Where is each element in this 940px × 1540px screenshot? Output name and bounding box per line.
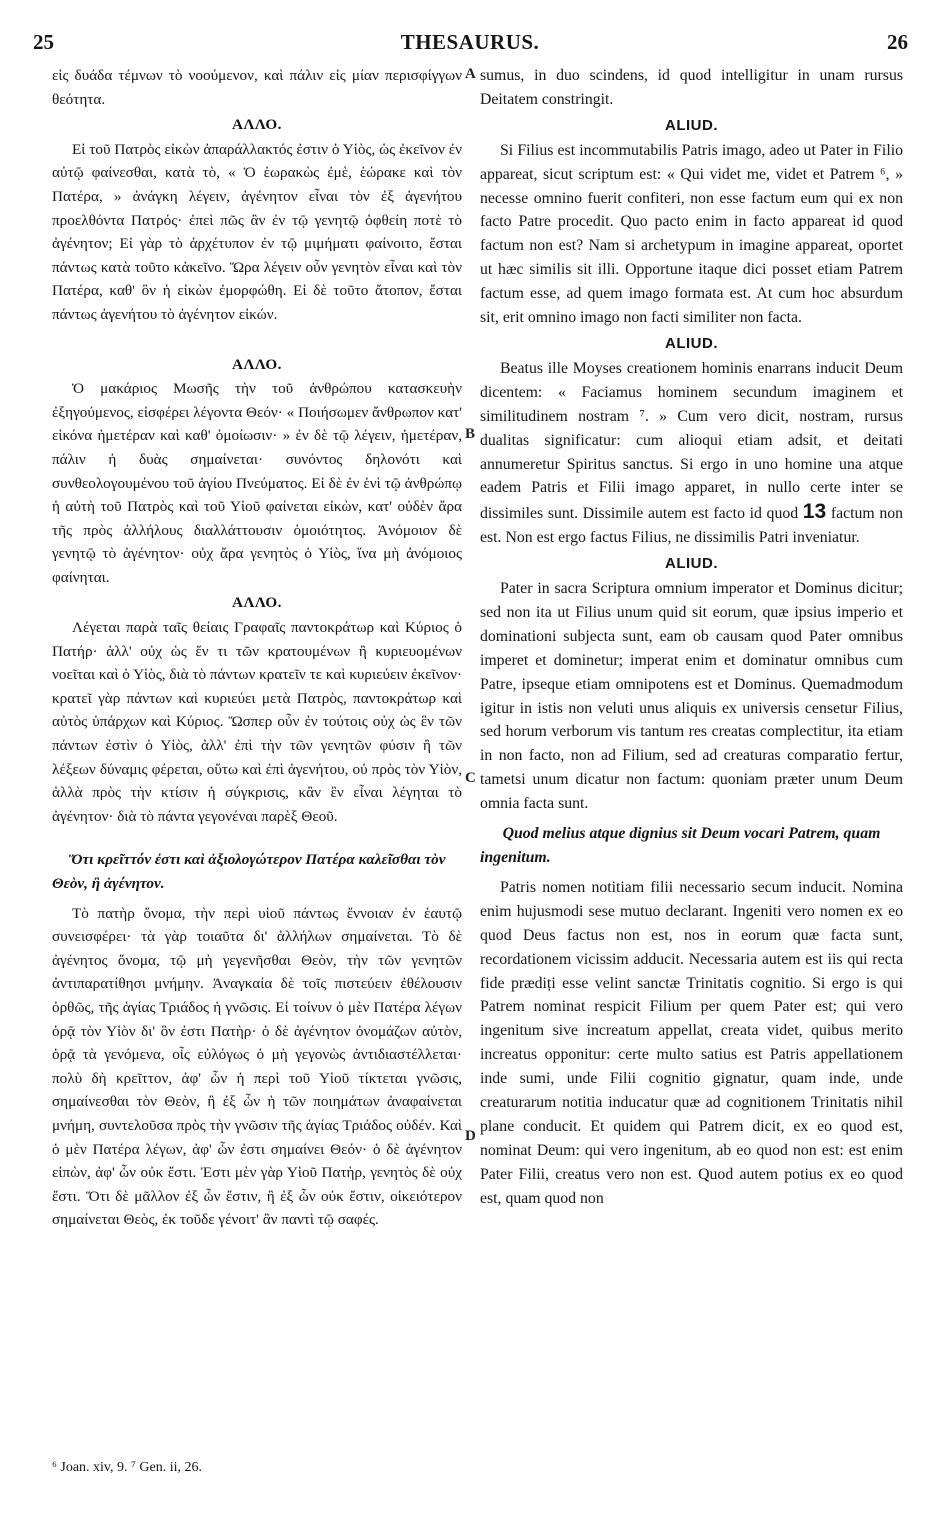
margin-letter: B (465, 426, 476, 442)
latin-column (480, 64, 903, 1211)
greek-paragraph: Λέγεται παρὰ ταῖς θείαις Γραφαῖς παντοκράτωρ καὶ Κύριος ὁ Πατήρ· ἀλλ' οὐχ ὡς ἕν τι τῶν κρατουμένων ἢ κυριευομένων νοεῖται καὶ ὁ Υἱὸς, διὰ τὸ πάντων κρατεῖν τε καὶ κυριεύειν ἐκεῖνον· κρατεῖ γὰρ πάντων καὶ κυριεύει μετὰ Πατρὸς, παντοκράτωρ καὶ αὐτὸς ὑπάρχων καὶ Κύριος. Ὥσπερ οὖν ἐν τούτοις οὐχ ὡς ἓν τῶν πάντων ἐστὶν ὁ Υἱὸς, ἀλλ' ἐπὶ τὴν τῶν γενητῶν φύσιν ἢ τῶν λέξεων δύναμις φέρεται, οὕτω καὶ ἐπὶ ἀγενήτου, οὐ πρὸς τὸν Υἱὸν, ἀλλὰ πρὸς τὴν κτίσιν ἡ σύγκρισις, κἂν ἓν εἶναι λέγηται τὸ ἀγένητον· διὰ τὸ πάντα γεγονέναι παρὲξ Θεοῦ. (52, 619, 462, 825)
section-heading: ΑΛΛΟ. (232, 594, 282, 612)
page-header (30, 30, 910, 64)
latin-paragraph: Si Filius est incommutabilis Patris imago, adeo ut Pater in Filio appareat, sicut scriptum est: « Qui videt me, videt et Patrem ⁶, » necesse omnino fuerit confiteri, non esse factum eum qui ex non facto Patre procedit. Quo pacto enim in facto appareat id quod factum non est? Nam si archetypum in imagine appareat, oportet ut hæc similis sit illi. Opportune itaque dici posset etiam Patrem factum esse, ad quem imago formata est. At cum hoc absurdum sit, erit omnino imago non facti similiter non facta. (480, 141, 903, 327)
greek-paragraph: Εἰ τοῦ Πατρὸς εἰκὼν ἀπαράλλακτός ἐστιν ὁ Υἱὸς, ὡς ἐκεῖνον ἐν αὐτῷ φαίνεσθαι, κατὰ τὸ, « Ὁ ἑωρακὼς ἐμὲ, ἑώρακε καὶ τὸν Πατέρα, » ἀνάγκη λέγειν, ἀγένητον εἶναι τὸν ἐξ ἀγενήτου προελθόντα Πατρός· ἐπεὶ πῶς ἂν ἐν τῷ γενητῷ ὀφθείη ποτὲ τὸ ἀγένητον; Εἰ γὰρ τὸ ἀρχέτυπον ἐν τῷ μιμήματι φαίνοιτο, ἔσται πάντως κατὰ τοῦτο κἀκεῖνο. Ὥρα λέγειν οὖν γενητὸν εἶναι καὶ τὸν Πατέρα, καθ' ὃν ἡ εἰκὼν ἐμορφώθη. Εἰ δὲ τοῦτο ἄτοπον, ἔσται πάντως ἀγενήτου τὸ ἀγένητον εἰκών. (52, 140, 462, 323)
margin-letter: C (465, 770, 476, 786)
greek-paragraph: Ὁ μακάριος Μωσῆς τὴν τοῦ ἀνθρώπου κατασκευὴν ἐξηγούμενος, εἰσφέρει λέγοντα Θεόν· « Ποιήσωμεν ἄνθρωπον κατ' εἰκόνα ἡμετέραν καὶ καθ' ὁμοίωσιν· » ἐν δὲ τῷ λέγειν, ἡμετέραν, πάλιν ἡ δυὰς σημαίνεται· συνόντος δηλονότι καὶ συνθεολογουμένου τοῦ ἁγίου Πνεύματος. Εἰ δὲ ἐν ἑνὶ τῷ ἀνθρώπῳ ἡ αὐτὴ τοῦ Πατρὸς καὶ τοῦ Υἱοῦ φαίνεται εἰκὼν, κατ' οὐδὲν ἄρα τῆς πρὸς ἀλλήλους διαλλάττουσιν ὁμοιότητος. Ἀνόμοιον δὲ γενητῷ τὸ ἀγένητον· οὐχ ἄρα γενητὸς ὁ Υἱὸς, ἵνα μὴ ἀνόμοιος φαίνηται. (52, 380, 462, 586)
latin-paragraph: Pater in sacra Scriptura omnium imperator et Dominus dicitur; sed non ita ut Filius unum quid sit eorum, quæ ipsius imperio et dominationi subjecta sunt, eam ob causam quod Pater omnibus imperet et dominetur; imperat enim et dominatur omnibus cum Patre, ipseque etiam omnipotens est et Dominus. Quemadmodum igitur in istis non veluti unus aliquis ex universis censetur Filius, sed horum verborum vis tantum res creatas complectitur, ita etiam in non facto, non ad Filium, sed ad creaturas comparatio fertur, tametsi unum dicatur non factum: quoniam præter unum Deum omnia facta sunt. (480, 580, 903, 813)
latin-paragraph: sumus, in duo scindens, id quod intelligitur in unam rursus Deitatem constringit. (480, 67, 903, 108)
page-number-left: 25 (33, 30, 54, 54)
chapter-title: Ὅτι κρεῖττόν ἐστι καὶ ἀξιολογώτερον Πατέρα καλεῖσθαι τὸν Θεὸν, ἢ ἀγένητον. (52, 851, 446, 892)
latin-text: Beatus ille Moyses creationem hominis enarrans inducit Deum dicentem: « Faciamus hominem secundum imaginem et similitudinem nostram ⁷. » Cum vero dicit, nostram, rursus dualitas significatur: cum alioqui etiam adsit, et deitati annumeretur Spiritus sanctus. Si ergo in uno homine una atque eadem Patris et Filii imago apparet, in nullo certe inter se dissimiles sunt. Dissimile autem est facto id quod (480, 359, 903, 523)
greek-paragraph: Τὸ πατὴρ ὄνομα, τὴν περὶ υἱοῦ πάντως ἔννοιαν ἐν ἑαυτῷ συνεισφέρει· τὰ γὰρ τοιαῦτα δι' ἀλλήλων σημαίνεται. Τὸ δὲ ἀγένητος ὄνομα, τῷ μὴ γεγενῆσθαι Θεὸν, τὴν τῶν γενητῶν ἀντιπαρατίθησι μνήμην. Ἀναγκαία δὲ τοῖς πιστεύειν ἐθέλουσιν ὀρθῶς, τῆς ἁγίας Τριάδος ἡ γνῶσις. Εἰ τοίνυν ὁ μὲν Πατέρα λέγων ὁρᾷ τὸν Υἱὸν δι' ὃν ἐστι Πατὴρ· ὁ δὲ ἀγένητον ὀνομάζων αὐτὸν, ὁρᾷ τὰ γενόμενα, οἷς εὐλόγως ὁ μὴ γεγονὼς ἀντιδιαστέλλεται· πολὺ δὴ κρεῖττον, ἀφ' ὧν ἡ περὶ τοῦ Υἱοῦ τίκτεται γνῶσις, σημαίνεσθαι τὸν Θεὸν, ἢ ἐξ ὧν ἡ τῶν ποιημάτων ἀναφαίνεται μνήμη, συντελοῦσα πρὸς τὴν γνῶσιν τῆς ἁγίας Τριάδος οὐδέν. Καὶ ὁ μὲν Πατέρα λέγων, ἀφ' ὧν ἐστι σημαίνει Θεόν· ὁ δὲ ἀγένητον εἰπὼν, ἀφ' ὧν οὐκ ἔστι. Ἐστι μὲν γὰρ Υἱοῦ Πατὴρ, γενητὸς δὲ οὐχ ἔστι. Ὅτι δὲ μᾶλλον ἐξ ὧν ἔστιν, ἢ ἐξ ὧν οὐκ ἔστιν, οἰκειότερον σημαίνεται Θεὸς, ἐκ τοῦδε γένοιτ' ἂν παντὶ τῷ σαφές. (52, 904, 462, 1229)
margin-letter: A (465, 66, 476, 82)
greek-paragraph: εἰς δυάδα τέμνων τὸ νοούμενον, καὶ πάλιν εἰς μίαν περισφίγγων θεότητα. (52, 67, 462, 108)
page-number-right: 26 (887, 30, 908, 54)
section-heading: ΑΛΛΟ. (232, 116, 282, 134)
latin-paragraph: Patris nomen notitiam filii necessario secum inducit. Nomina enim hujusmodi sese mutuo declarant. Ingeniti vero nomen ex eo quod Deus factus non est, nos in eorum quæ facta sunt, recordationem vicissim adducit. Necessaria autem est iis qui recta fide prædiți esse velint sanctæ Trinitatis cognitio. Si ergo is qui Patrem nominat respicit Filium per quem Pater est; qui vero ingenitum sive increatum appellat, creata videt, quibus merito increatus opponitur: certe multo satius est Patris appellationem inde sumi, unde Filii cognitio gignatur, quam inde, unde creaturarum notitia inducatur quæ ad cognitionem Trinitatis nihil plane conducit. Et quidem qui Patrem dicit, ex eo quod est, nominat Deum: qui vero ingenitum, ab eo quod non est: est enim Pater Filii, creatus vero non est. Quod autem potius ex eo quod est, quam quod non (480, 878, 903, 1207)
section-heading: ΑΛΛΟ. (232, 355, 282, 373)
footnotes: ⁶ Joan. xiv, 9. ⁷ Gen. ii, 26. (52, 1460, 203, 1475)
greek-column (52, 64, 462, 1232)
chapter-title: Quod melius atque dignius sit Deum vocari Patrem, quam ingenitum. (480, 825, 881, 866)
latin-text: factum non est. Non est ergo factus Filius, ne dissimilis Patri inveniatur. (480, 505, 904, 547)
running-title: THESAURUS. (400, 30, 540, 54)
section-heading: ALIUD. (665, 334, 718, 352)
section-heading: ALIUD. (665, 116, 718, 134)
latin-paragraph (480, 357, 903, 550)
section-heading: ALIUD. (665, 555, 718, 573)
column-number: 13 (802, 500, 827, 524)
margin-letter: D (465, 1128, 476, 1144)
